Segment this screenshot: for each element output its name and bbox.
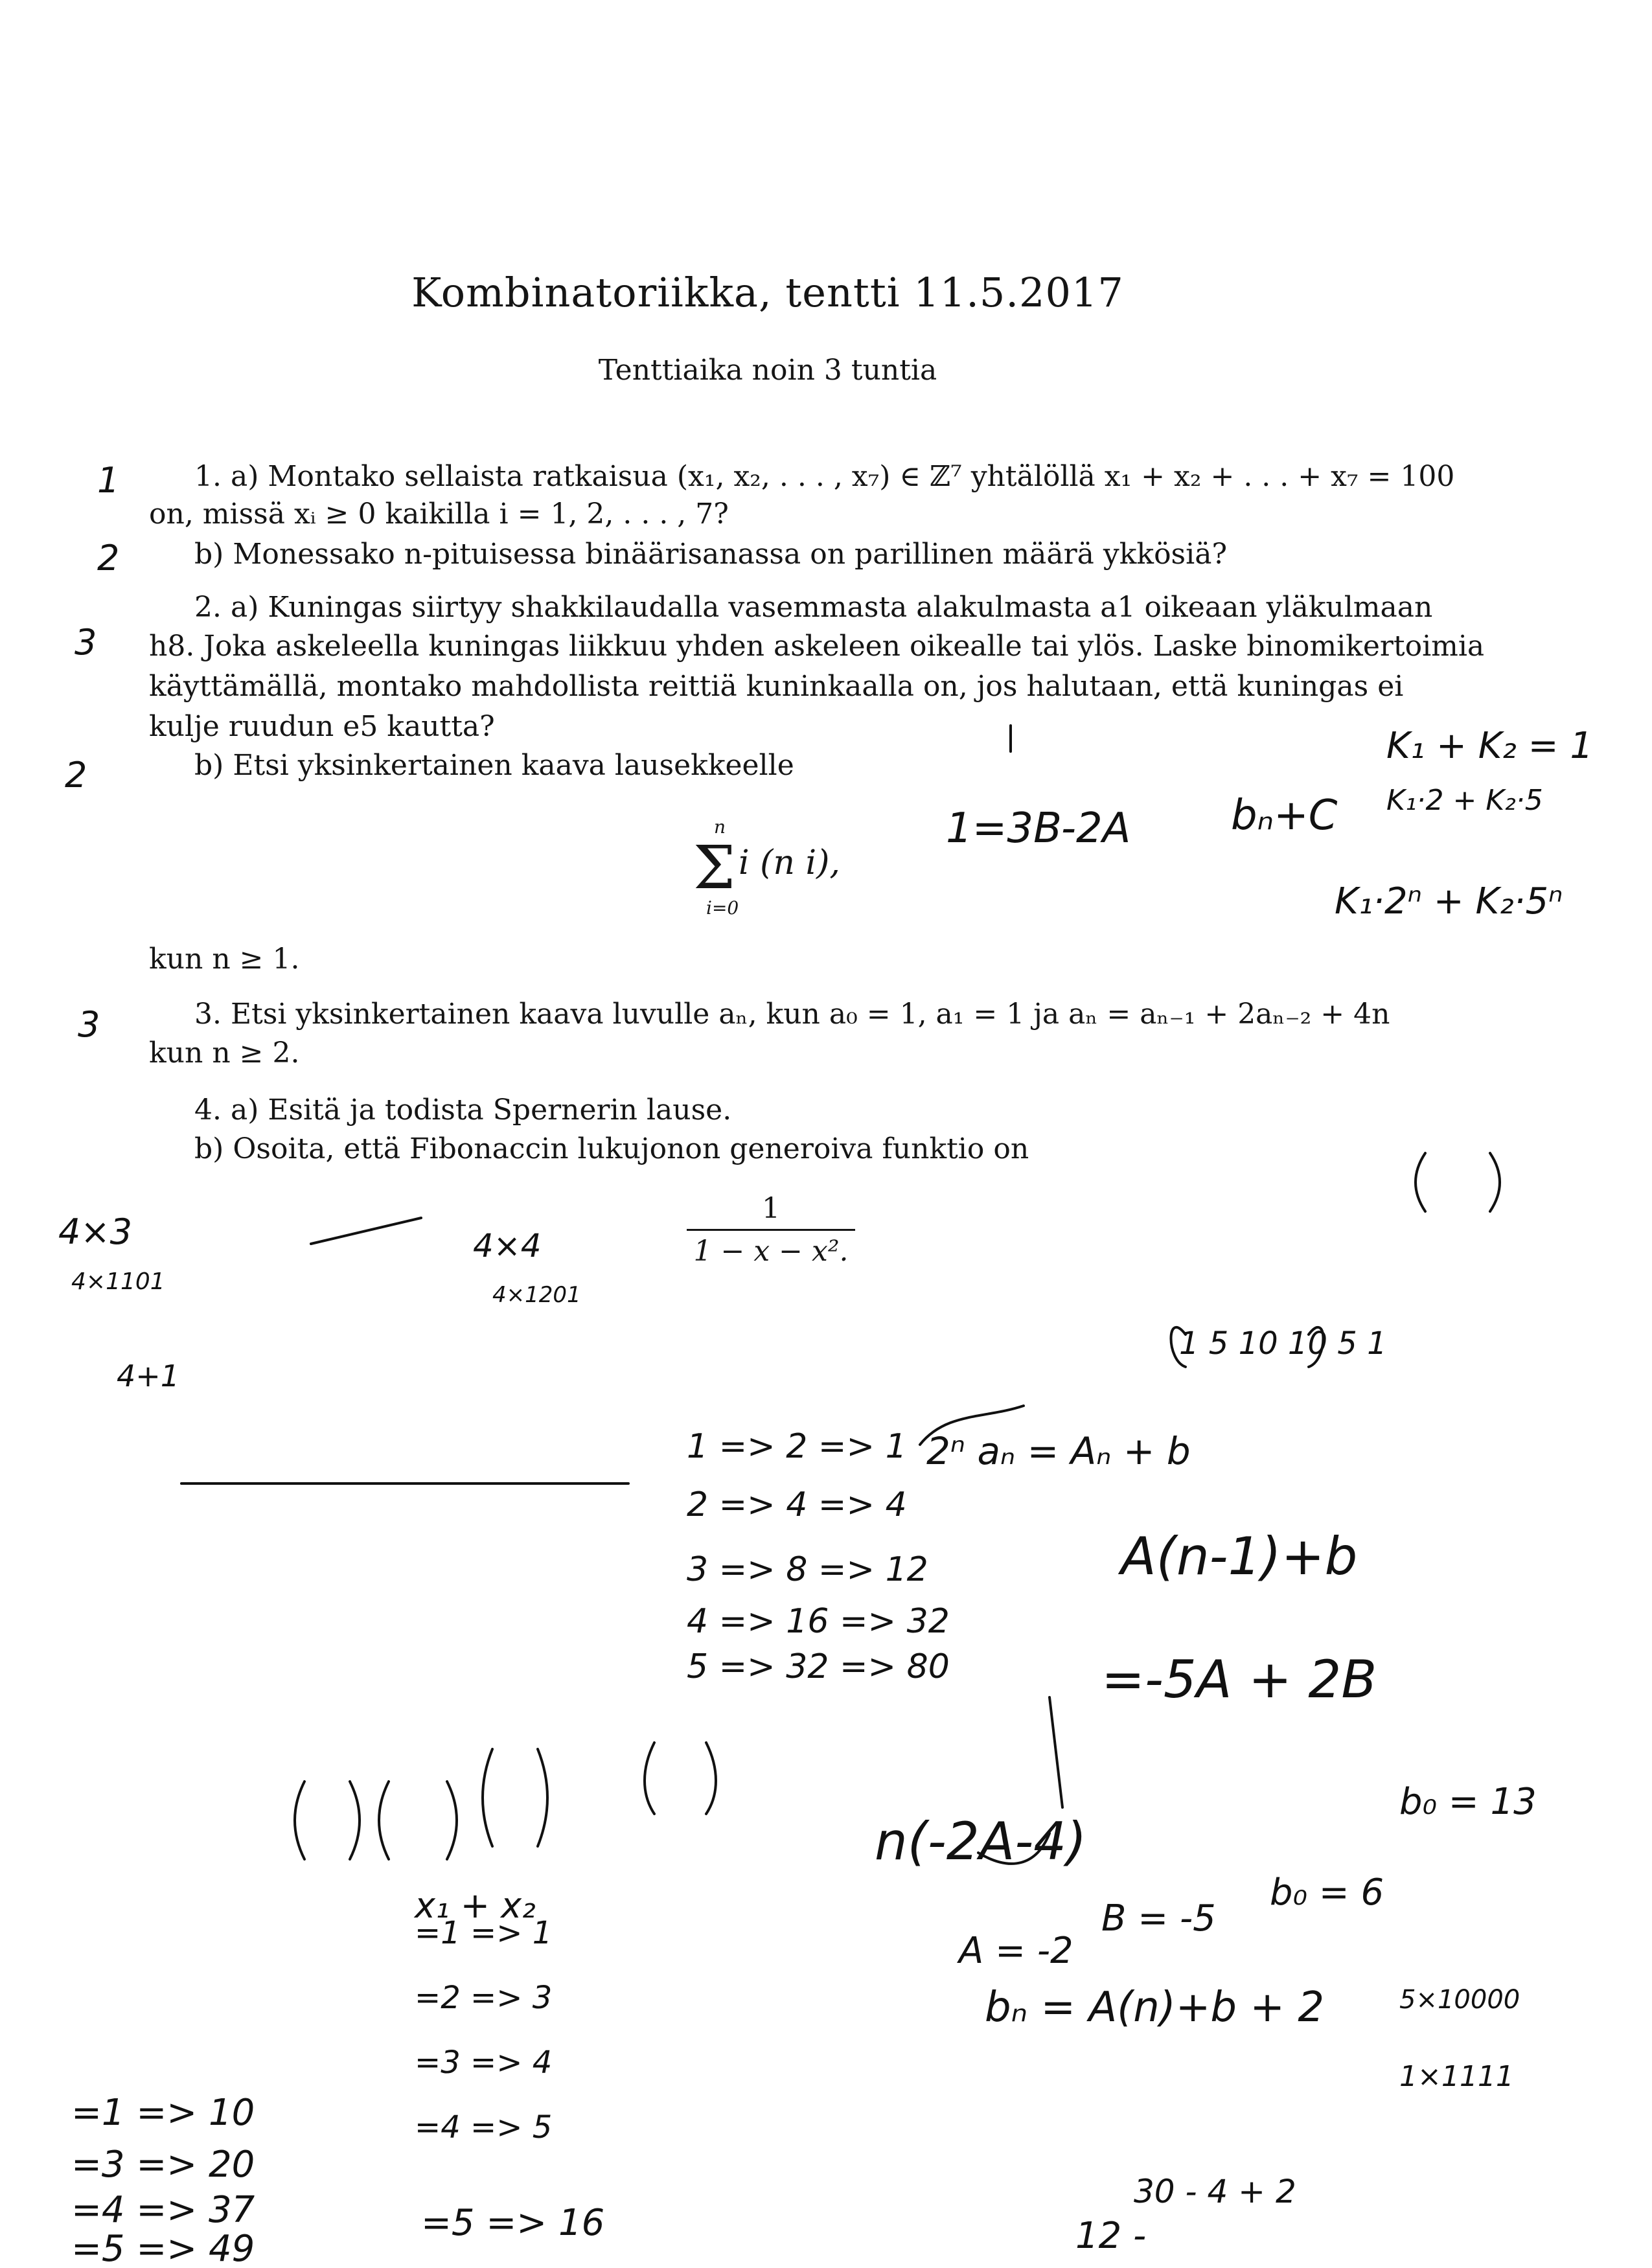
handwritten-note: n(-2A-4) [875,1811,1087,1872]
handwritten-note: =5 => 49 [71,2228,255,2268]
handwritten-note: =4 => 37 [71,2189,255,2231]
handwritten-note: 2 => 4 => 4 [687,1485,907,1524]
handwritten-note: =4 => 5 [415,2109,553,2146]
margin-mark: 2 [65,755,87,796]
margin-mark: 3 [75,622,97,663]
handwritten-note: 4×1101 [71,1268,165,1295]
exam-title: Kombinatoriikka, tentti 11.5.2017 [411,269,1124,316]
sum-body: i (n i), [739,843,840,882]
handwritten-note: =1 => 10 [71,2092,255,2134]
handwritten-note: b₀ = 13 [1399,1781,1537,1823]
handwritten-note: B = -5 [1101,1897,1216,1940]
handwritten-note: 4×1201 [492,1282,581,1308]
problem-1b: b) Monessako n-pituisessa binäärisanassa on parillinen määrä ykkösiä? [194,538,1228,571]
handwritten-note: 2ⁿ aₙ = Aₙ + b [926,1429,1191,1473]
handwritten-note: b₀ = 6 [1270,1872,1384,1914]
problem-1a-line2: on, missä xᵢ ≥ 0 kaikilla i = 1, 2, . . . , 7? [149,498,729,531]
handwritten-note: K₁ + K₂ = 1 [1386,725,1594,767]
handwritten-note: 1 5 10 10 5 1 [1179,1325,1387,1362]
handwritten-note: =3 => 20 [71,2144,255,2186]
sum-lower-limit: i=0 [706,897,739,919]
handwritten-note: 4 => 16 => 32 [687,1602,950,1641]
handwritten-note: K₁·2 + K₂·5 [1386,784,1543,817]
problem-2a-line4: kulje ruudun e5 kautta? [149,710,495,743]
gf-numerator: 1 [762,1192,780,1225]
gf-denominator: 1 − x − x². [693,1235,849,1268]
handwritten-note: 4×4 [473,1227,542,1265]
problem-3-line2: kun n ≥ 2. [149,1037,300,1070]
handwritten-note: K₁·2ⁿ + K₂·5ⁿ [1335,880,1563,922]
sum-upper-limit: n [714,816,726,838]
handwritten-note: 4×3 [58,1211,132,1252]
handwritten-note: 30 - 4 + 2 [1134,2173,1296,2210]
problem-4a: 4. a) Esitä ja todista Spernerin lause. [194,1094,732,1127]
handwritten-note: 1×1111 [1399,2060,1514,2093]
handwritten-note: =3 => 4 [415,2045,553,2081]
problem-4b: b) Osoita, että Fibonaccin lukujonon generoiva funktio on [194,1132,1029,1165]
handwritten-note: bₙ+C [1231,792,1338,840]
margin-mark: 1 [97,460,120,501]
problem-2a-line1: 2. a) Kuningas siirtyy shakkilaudalla vasemmasta alakulmasta a1 oikeaan yläkulmaan [194,591,1433,624]
handwritten-note: bₙ = A(n)+b + 2 [985,1984,1325,2032]
handwritten-note: 1 => 2 => 1 [687,1427,907,1466]
exam-subtitle: Tenttiaika noin 3 tuntia [598,354,937,387]
problem-2a-line3: käyttämällä, montako mahdollista reittiä kuninkaalla on, jos halutaan, että kuningas ei [149,670,1404,703]
handwritten-note: A(n-1)+b [1121,1526,1358,1586]
handwritten-note: =5 => 16 [421,2202,605,2244]
handwritten-note: =-5A + 2B [1101,1649,1377,1710]
handwritten-note: A = -2 [959,1930,1073,1972]
problem-2a-line2: h8. Joka askeleella kuningas liikkuu yhden askeleen oikealle tai ylös. Laske binomikertoimia [149,630,1485,663]
handwritten-note: =2 => 3 [415,1980,553,2016]
handwritten-note: =1 => 1 [415,1915,553,1951]
margin-mark: 2 [97,538,120,578]
handwritten-note: 12 - [1075,2215,1147,2257]
problem-3-line1: 3. Etsi yksinkertainen kaava luvulle aₙ, kun a₀ = 1, a₁ = 1 ja aₙ = aₙ₋₁ + 2aₙ₋₂ + 4n [194,998,1390,1031]
handwritten-note: 3 => 8 => 12 [687,1550,928,1589]
margin-mark: 3 [78,1004,100,1045]
problem-1a-line1: 1. a) Montako sellaista ratkaisua (x₁, x₂, . . . , x₇) ∈ ℤ⁷ yhtälöllä x₁ + x₂ + . . . + x₇ = 100 [194,460,1455,493]
handwritten-note: 5 => 32 => 80 [687,1647,950,1686]
handwritten-note: 4+1 [117,1358,180,1393]
problem-2b-condition: kun n ≥ 1. [149,943,300,976]
sum-sigma: Σ [693,833,736,902]
handwritten-note: 1=3B-2A [946,805,1131,853]
problem-2b: b) Etsi yksinkertainen kaava lausekkeelle [194,749,794,782]
handwritten-note: 5×10000 [1399,1985,1520,2015]
handwritten-note: x₁ + x₂ [415,1885,536,1926]
